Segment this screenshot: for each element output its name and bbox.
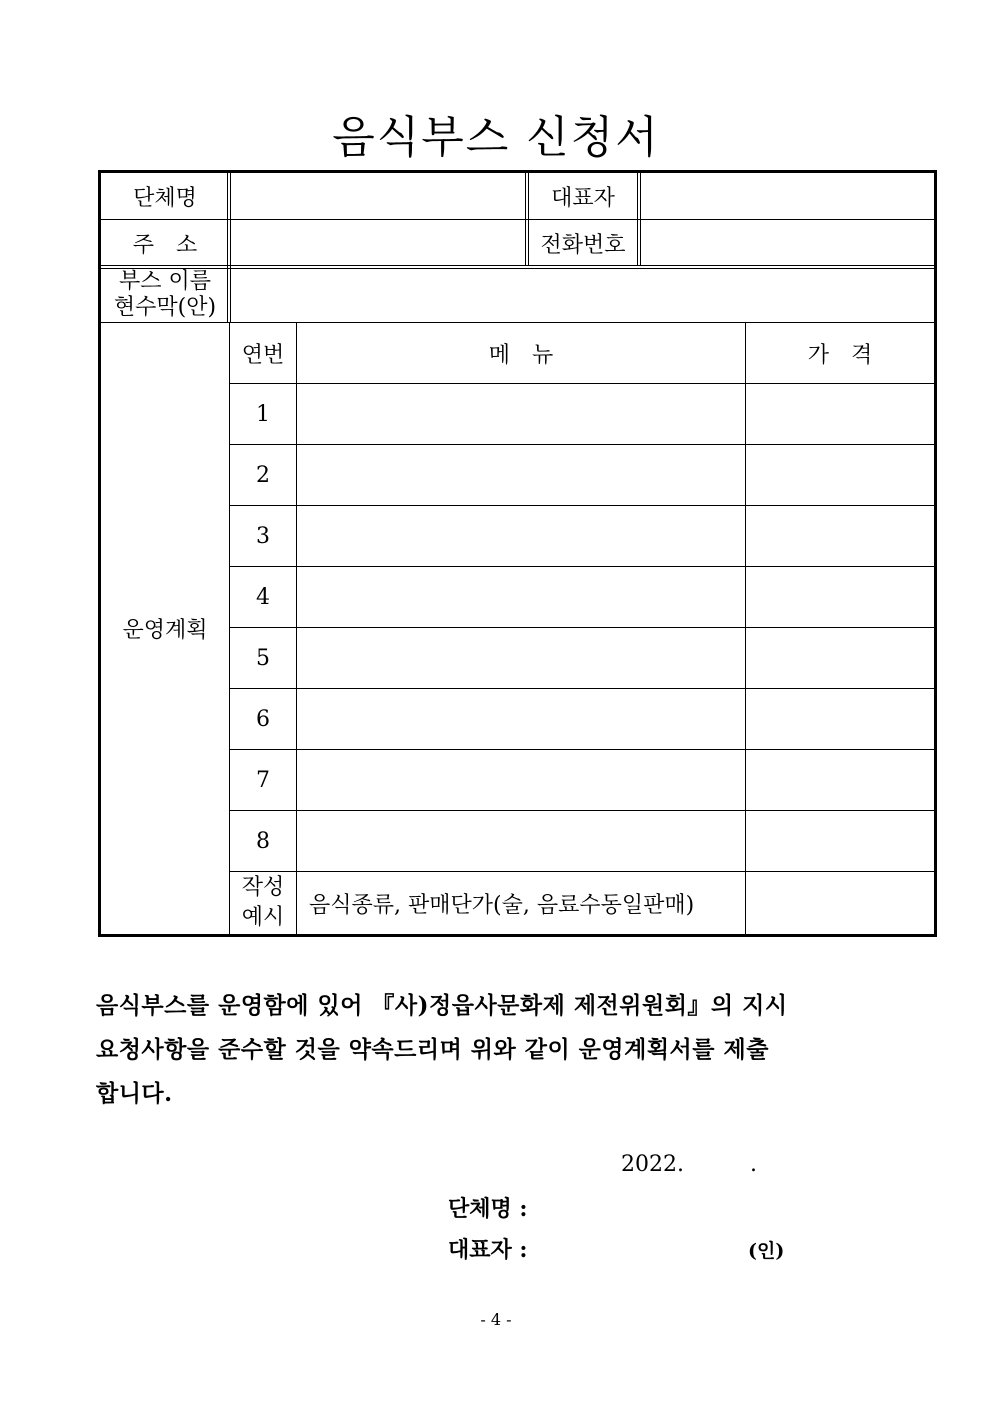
application-form-table <box>98 170 937 937</box>
row-number: 6 <box>256 706 270 732</box>
example-text: 음식종류, 판매단가(술, 음료수동일판매) <box>309 892 695 918</box>
seal-mark: (인) <box>748 1240 785 1262</box>
signature-org-label: 단체명 : <box>448 1196 528 1222</box>
grid-line <box>101 322 934 323</box>
grid-line <box>230 566 934 567</box>
page-title: 음식부스 신청서 <box>332 112 660 163</box>
example-label <box>230 872 296 934</box>
phone-field[interactable] <box>641 221 934 265</box>
column-price-header: 가 격 <box>807 342 873 368</box>
representative-label: 대표자 <box>551 185 615 211</box>
org-name-label: 단체명 <box>133 185 197 211</box>
grid-line <box>227 173 231 322</box>
column-number-header: 연번 <box>241 342 285 368</box>
grid-line <box>745 322 746 934</box>
booth-name-field[interactable] <box>231 269 934 321</box>
booth-name-label <box>101 269 229 321</box>
grid-line <box>230 505 934 506</box>
page-number: - 4 - <box>480 1310 512 1329</box>
row-number: 1 <box>256 401 270 427</box>
row-number: 8 <box>256 828 270 854</box>
grid-line <box>101 219 934 220</box>
pledge-line: 음식부스를 운영함에 있어 『사)정읍사문화제 제전위원회』의 지시 <box>96 992 788 1019</box>
grid-line <box>230 688 934 689</box>
booth-name-label-line1: 부스 이름 <box>118 269 211 294</box>
example-label-line2: 예시 <box>241 905 285 930</box>
grid-line <box>230 810 934 811</box>
grid-line <box>230 627 934 628</box>
signature-date-dot: . <box>750 1152 757 1177</box>
row-number: 2 <box>256 462 270 488</box>
phone-label: 전화번호 <box>540 232 626 258</box>
representative-field[interactable] <box>641 173 934 219</box>
grid-line <box>229 322 230 934</box>
signature-rep-label: 대표자 : <box>448 1237 528 1263</box>
booth-name-label-line2: 현수막(안) <box>113 295 217 320</box>
signature-year: 2022. <box>621 1152 684 1177</box>
grid-line <box>230 444 934 445</box>
grid-line <box>525 173 529 265</box>
grid-line <box>296 322 297 934</box>
pledge-line: 합니다. <box>96 1080 173 1107</box>
grid-line <box>101 265 934 269</box>
grid-line <box>230 383 934 384</box>
operation-plan-label: 운영계획 <box>122 618 208 643</box>
row-number: 3 <box>256 523 270 549</box>
pledge-statement <box>96 984 886 1116</box>
example-label-line1: 작성 <box>241 875 285 900</box>
row-number: 7 <box>256 767 270 793</box>
grid-line <box>637 173 641 265</box>
row-number: 4 <box>256 584 270 610</box>
org-name-field[interactable] <box>231 173 525 219</box>
column-menu-header: 메 뉴 <box>488 342 554 368</box>
address-field[interactable] <box>231 221 525 265</box>
row-number: 5 <box>256 645 270 671</box>
pledge-line: 요청사항을 준수할 것을 약속드리며 위와 같이 운영계획서를 제출 <box>96 1036 769 1063</box>
grid-line <box>230 749 934 750</box>
grid-line <box>230 871 934 872</box>
address-label: 주 소 <box>132 232 198 258</box>
